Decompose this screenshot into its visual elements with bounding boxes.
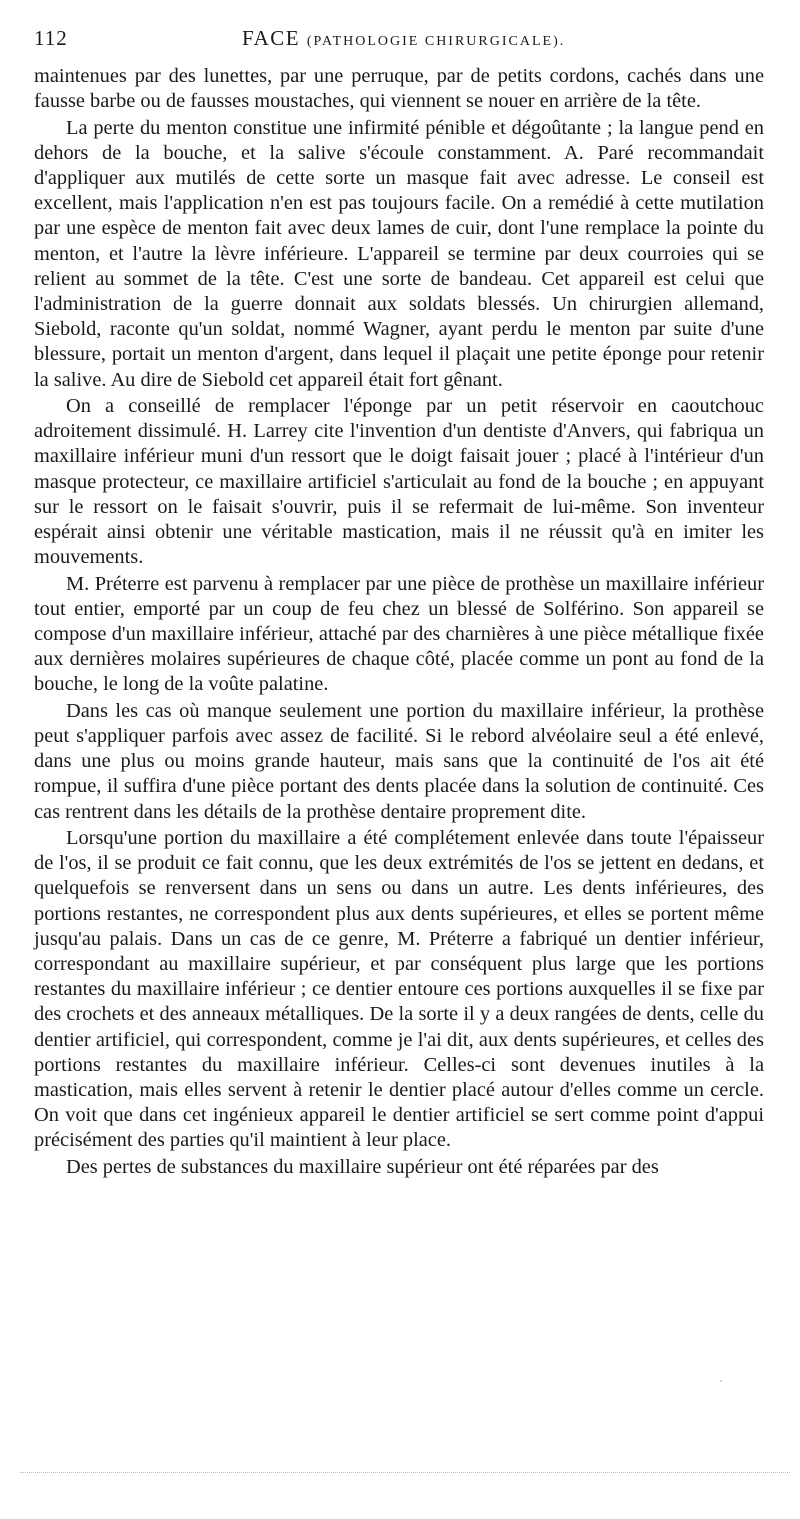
paragraph-truncated: Des pertes de substances du maxillaire supérieur ont été réparées par des <box>66 1155 659 1178</box>
page-number: 112 <box>34 26 68 50</box>
paragraph: M. Préterre est parvenu à remplacer par une pièce de prothèse un maxillaire inférieur tout entier, emporté par un coup de feu chez un blessé de Solférino. Son appareil se compose d'un maxillaire inférieur, attaché par des charnières à une pièce métallique fixée aux dernières molaires supérieures de chaque côté, placée comme un pont au fond de la bouche, le long de la voûte palatine. <box>34 572 764 696</box>
paragraph: Lorsqu'une portion du maxillaire a été complétement enlevée dans toute l'épaisseur de l'os, il se produit ce fait connu, que les deux extrémités de l'os se jettent en dedans, et quelquefois se renversent dans un sens ou dans un autre. Les dents inférieures, des portions restantes, ne correspondent plus aux dents supérieures, et elles se portent même jusqu'au palais. Dans un cas de ce genre, M. Préterre a fabriqué un dentier inférieur, correspondant au maxillaire supérieur, et par conséquent plus large que les portions restantes du maxillaire inférieur ; ce dentier entoure ces portions auxquelles il se fixe par des crochets et des anneaux métalliques. De la sorte il y a deux rangées de dents, celle du dentier artificiel, qui correspondent, comme je l'ai dit, aux dents supérieures, et celles des portions restantes du maxillaire inférieur. Celles-ci sont devenues inutiles à la mastication, mais elles servent à retenir le dentier placé autour d'elles comme un cercle. On voit que dans cet ingénieux appareil le dentier artificiel se sert comme point d'appui précisément des parties qu'il maintient à leur place. <box>34 827 764 1152</box>
paragraph: On a conseillé de remplacer l'éponge par un petit réservoir en caoutchouc adroitement dissimulé. H. Larrey cite l'invention d'un dentiste d'Anvers, qui fabriqua un maxillaire inférieur muni d'un ressort que le doigt faisait jouer ; placé à l'intérieur d'un masque protecteur, ce maxillaire artificiel s'articulait au fond de la bouche ; en appuyant sur le ressort on le faisait s'ouvrir, puis il se refermait de lui-même. Son inventeur espérait ainsi obtenir une véritable mastication, mais il ne réussit qu'à en imiter les mouvements. <box>34 395 764 569</box>
scan-edge-dots <box>20 1472 790 1473</box>
paragraph: La perte du menton constitue une infirmité pénible et dégoûtante ; la langue pend en dehors de la bouche, et la salive s'écoule constamment. A. Paré recommandait d'appliquer aux mutilés de cette sorte un masque fait avec adresse. Le conseil est excellent, mais l'application n'en est pas toujours facile. On a remédié à cette mutilation par une espèce de menton fait avec deux lames de cuir, dont l'une remplace la pointe du menton, et l'autre la lèvre inférieure. L'appareil se termine par deux courroies qui se relient au sommet de la tête. C'est une sorte de bandeau. Cet appareil est celui que l'administration de la guerre donnait aux soldats blessés. Un chirurgien allemand, Siebold, raconte qu'un soldat, nommé Wagner, ayant perdu le menton par suite d'une blessure, portait un menton d'argent, dans lequel il plaçait une petite éponge pour retenir la salive. Au dire de Siebold cet appareil était fort gênant. <box>34 116 764 391</box>
paper-speck <box>720 1380 722 1382</box>
running-head-subtitle: (PATHOLOGIE CHIRURGICALE). <box>306 34 566 49</box>
page-header <box>34 26 754 56</box>
body-text <box>34 64 764 1181</box>
running-head <box>242 26 565 51</box>
running-head-title: FACE <box>242 26 301 50</box>
paragraph-continued: maintenues par des lunettes, par une perruque, par de petits cordons, cachés dans une fausse barbe ou de fausses moustaches, qui viennent se nouer en arrière de la tête. <box>34 65 764 113</box>
paragraph: Dans les cas où manque seulement une portion du maxillaire inférieur, la prothèse peut s'appliquer parfois avec assez de facilité. Si le rebord alvéolaire seul a été enlevé, dans une plus ou moins grande hauteur, mais sans que la continuité de l'os ait été rompue, il suffira d'une pièce portant des dents placée dans la solution de continuité. Ces cas rentrent dans les détails de la prothèse dentaire proprement dite. <box>34 699 764 823</box>
